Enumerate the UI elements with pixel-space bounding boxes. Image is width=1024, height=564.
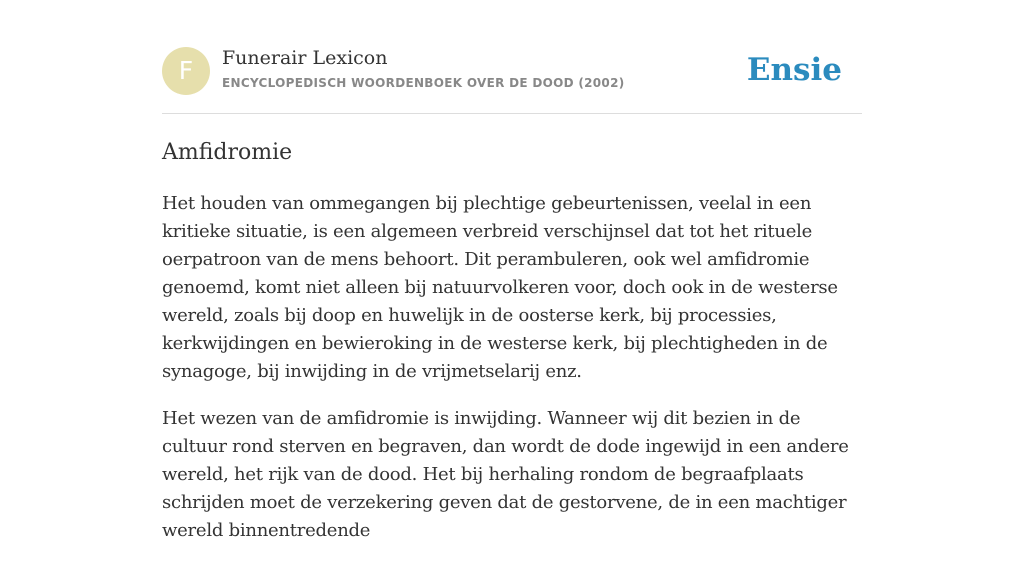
lexicon-header — [162, 46, 862, 96]
lexicon-title[interactable]: Funerair Lexicon — [222, 47, 388, 69]
article-title: Amfidromie — [162, 140, 293, 165]
article-paragraph-1: Het houden van ommegangen bij plechtige gebeurtenissen, veelal in een kritieke situatie, is een algemeen verbreid verschijnsel dat tot het rituele oerpatroon van de mens behoort. Dit perambuleren, ook wel amfidromie genoemd, komt niet alleen bij natuurvolkeren voor, doch ook in de westerse wereld, zoals bij doop en huwelijk in de oosterse kerk, bij processies, kerkwijdingen en bewieroking in de westerse kerk, bij plechtigheden in de synagoge, bij inwijding in de vrijmetselarij enz. — [162, 193, 838, 382]
ensie-logo-link[interactable]: Ensie — [746, 52, 842, 88]
article-paragraph-2: Het wezen van de amfidromie is inwijding. Wanneer wij dit bezien in de cultuur rond sterven en begraven, dan wordt de dode ingewijd in een andere wereld, het rijk van de dood. Het bij herhaling rondom de begraafplaats schrijden moet de verzekering geven dat de gestorvene, de in een machtiger wereld binnentredende — [162, 408, 849, 541]
header-divider — [162, 113, 862, 114]
avatar[interactable]: F — [162, 47, 210, 95]
article-body — [162, 190, 864, 564]
lexicon-subtitle: ENCYCLOPEDISCH WOORDENBOEK OVER DE DOOD (2002) — [222, 76, 625, 90]
